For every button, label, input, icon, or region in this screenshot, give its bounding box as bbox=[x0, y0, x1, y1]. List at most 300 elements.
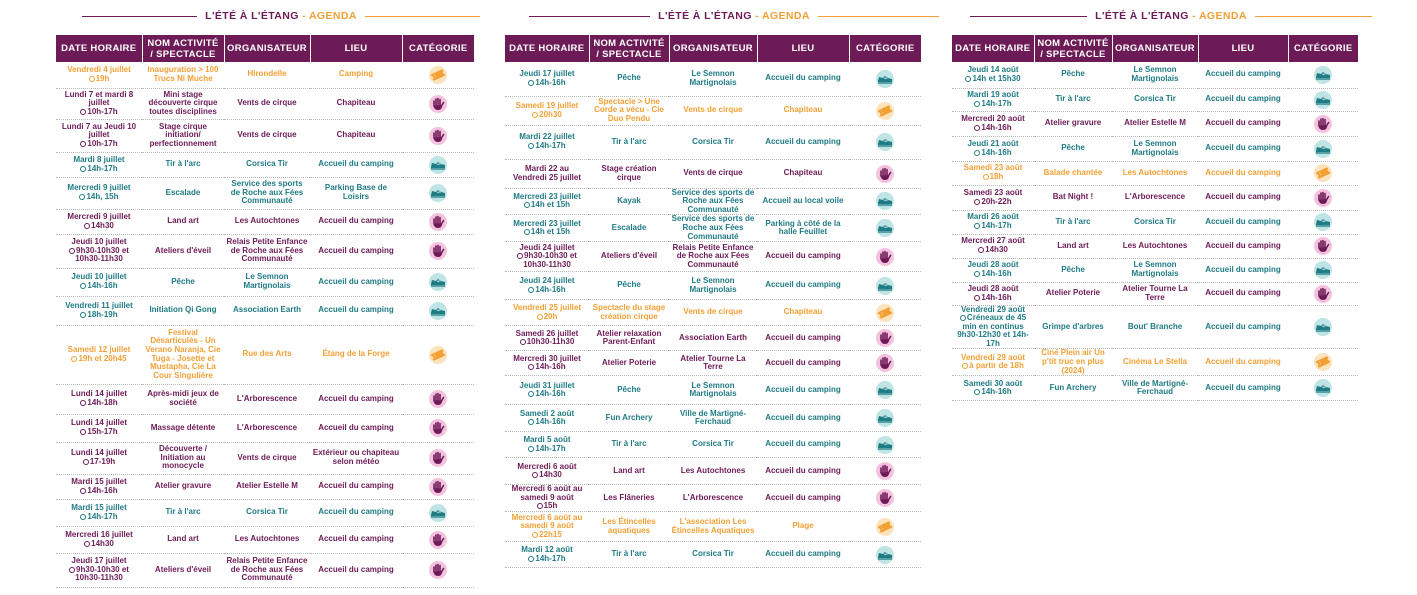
event-time-text: 14h-16h bbox=[535, 77, 566, 87]
event-activity: Découverte / Initiation au monocycle bbox=[142, 442, 224, 474]
divider bbox=[365, 16, 480, 17]
clock-icon bbox=[537, 503, 543, 509]
event-time-text: 14h-18h bbox=[87, 398, 118, 407]
hand-icon bbox=[875, 164, 895, 184]
event-time bbox=[507, 390, 587, 399]
event-time-text: 14h-16h bbox=[535, 284, 566, 294]
table-row bbox=[952, 210, 1358, 234]
event-place: Accueil du camping bbox=[310, 414, 402, 442]
table-row bbox=[56, 384, 474, 414]
event-time bbox=[954, 222, 1032, 231]
event-date-text: Jeudi 31 juillet bbox=[519, 380, 575, 390]
table-row bbox=[952, 62, 1358, 88]
event-time bbox=[954, 124, 1032, 133]
clock-icon bbox=[532, 472, 538, 478]
event-activity: Ciné Plein air Un p'tit truc en plus (2024) bbox=[1034, 349, 1112, 376]
event-date bbox=[56, 268, 142, 296]
event-time bbox=[507, 111, 587, 120]
event-place: Accueil du camping bbox=[310, 296, 402, 325]
event-place: Accueil du camping bbox=[757, 405, 849, 432]
hand-icon bbox=[428, 448, 448, 468]
event-category bbox=[402, 152, 474, 177]
event-time-text: 14h-16h bbox=[981, 292, 1012, 302]
event-place: Accueil du camping bbox=[310, 499, 402, 526]
event-category bbox=[402, 499, 474, 526]
clock-icon bbox=[528, 556, 534, 562]
event-organizer: Le Semnon Martignolais bbox=[1112, 62, 1198, 88]
shoe-icon bbox=[875, 69, 895, 89]
event-time-text: 17-19h bbox=[89, 457, 116, 466]
event-place: Accueil du camping bbox=[757, 485, 849, 512]
event-organizer: Relais Petite Enfance de Roche aux Fées Communauté bbox=[224, 553, 310, 587]
event-date bbox=[505, 62, 589, 96]
event-place: Accueil du camping bbox=[757, 326, 849, 351]
event-activity: Tir à l'arc bbox=[1034, 88, 1112, 111]
event-category bbox=[849, 432, 921, 458]
clock-icon bbox=[974, 295, 980, 301]
event-date bbox=[505, 458, 589, 485]
event-place: Accueil du camping bbox=[757, 542, 849, 568]
event-activity: Land art bbox=[142, 209, 224, 234]
event-organizer: Corsica Tir bbox=[224, 499, 310, 526]
event-time bbox=[507, 363, 587, 372]
ticket-icon bbox=[875, 517, 895, 537]
event-time-text: 22h15 bbox=[539, 529, 562, 539]
event-time-text: 14h et 15h bbox=[530, 227, 571, 237]
event-activity: Spectacle du stage création cirque bbox=[589, 300, 669, 326]
event-category bbox=[849, 62, 921, 96]
event-place: Accueil du camping bbox=[1198, 305, 1288, 349]
event-place: Accueil du camping bbox=[1198, 376, 1288, 401]
table-row bbox=[56, 119, 474, 152]
table-row bbox=[56, 152, 474, 177]
clock-icon bbox=[532, 112, 538, 118]
clock-icon bbox=[528, 143, 534, 149]
event-date bbox=[56, 88, 142, 119]
event-time bbox=[954, 388, 1032, 397]
event-date-text: Lundi 14 juillet bbox=[70, 418, 127, 428]
event-category bbox=[1288, 88, 1358, 111]
ticket-icon bbox=[428, 345, 448, 365]
table-row bbox=[952, 376, 1358, 401]
event-place: Accueil du camping bbox=[1198, 111, 1288, 136]
event-activity: Inauguration > 100 Trucs Ni Muche bbox=[142, 62, 224, 88]
clock-icon bbox=[524, 202, 530, 208]
column-header-category: CATÉGORIE bbox=[849, 35, 921, 62]
event-time bbox=[954, 75, 1032, 84]
event-place: Accueil du camping bbox=[757, 376, 849, 405]
event-place: Accueil du camping bbox=[1198, 258, 1288, 282]
event-time bbox=[507, 502, 587, 511]
clock-icon bbox=[965, 76, 971, 82]
event-organizer: Relais Petite Enfance de Roche aux Fées Communauté bbox=[669, 242, 757, 272]
clock-icon bbox=[974, 271, 980, 277]
event-date bbox=[505, 125, 589, 159]
clock-icon bbox=[69, 567, 75, 573]
clock-icon bbox=[517, 253, 523, 259]
agenda-table bbox=[505, 35, 921, 568]
event-organizer: Atelier Estelle M bbox=[1112, 111, 1198, 136]
clock-icon bbox=[528, 419, 534, 425]
hand-icon bbox=[1313, 284, 1333, 304]
shoe-icon bbox=[875, 545, 895, 565]
shoe-icon bbox=[1313, 139, 1333, 159]
table-row bbox=[505, 542, 921, 568]
table-header-row bbox=[952, 35, 1358, 62]
event-date-text: Vendredi 25 juillet bbox=[512, 303, 582, 313]
event-organizer: Hirondelle bbox=[224, 62, 310, 88]
shoe-icon bbox=[1313, 90, 1333, 110]
event-date-text: Jeudi 17 juillet bbox=[71, 556, 127, 566]
table-row bbox=[952, 349, 1358, 376]
event-activity: Atelier relaxation Parent-Enfant bbox=[589, 326, 669, 351]
event-organizer: Association Earth bbox=[224, 296, 310, 325]
event-date bbox=[505, 159, 589, 188]
event-organizer: Les Autochtones bbox=[224, 209, 310, 234]
event-category bbox=[849, 376, 921, 405]
event-time bbox=[507, 313, 587, 322]
event-category bbox=[849, 326, 921, 351]
event-time bbox=[507, 252, 587, 269]
event-date bbox=[56, 442, 142, 474]
event-place: Camping bbox=[310, 62, 402, 88]
shoe-icon bbox=[875, 380, 895, 400]
shoe-icon bbox=[875, 276, 895, 296]
table-row bbox=[952, 185, 1358, 210]
event-place: Accueil du camping bbox=[1198, 88, 1288, 111]
event-category bbox=[1288, 234, 1358, 258]
clock-icon bbox=[974, 199, 980, 205]
event-activity: Land art bbox=[589, 458, 669, 485]
event-date bbox=[56, 325, 142, 384]
shoe-icon bbox=[875, 408, 895, 428]
event-activity: Balade chantée bbox=[1034, 161, 1112, 185]
event-time-text: 10h-17h bbox=[87, 138, 118, 148]
clock-icon bbox=[80, 283, 86, 289]
column-header-activity: NOM ACTIVITÉ / SPECTACLE bbox=[1034, 35, 1112, 62]
event-time bbox=[507, 201, 587, 210]
hand-icon bbox=[1313, 236, 1333, 256]
event-date bbox=[56, 152, 142, 177]
table-row bbox=[505, 326, 921, 351]
event-organizer: Les Autochtones bbox=[669, 458, 757, 485]
event-date-text: Mardi 22 juillet bbox=[519, 132, 575, 142]
event-date-text: Jeudi 17 juillet bbox=[519, 69, 575, 79]
event-date-text: Mercredi 23 juillet bbox=[513, 218, 581, 228]
event-category bbox=[849, 405, 921, 432]
event-activity: Après-midi jeux de société bbox=[142, 384, 224, 414]
event-date bbox=[56, 384, 142, 414]
event-time-text: 20h30 bbox=[539, 109, 562, 119]
event-category bbox=[1288, 258, 1358, 282]
event-activity: Atelier Poterie bbox=[1034, 282, 1112, 305]
event-place: Accueil du camping bbox=[757, 351, 849, 376]
column-header-activity: NOM ACTIVITÉ / SPECTACLE bbox=[142, 35, 224, 62]
event-date-text: Mardi 26 août bbox=[967, 212, 1019, 222]
event-place: Chapiteau bbox=[757, 96, 849, 125]
event-place: Accueil du camping bbox=[310, 152, 402, 177]
event-time-text: 14h-17h bbox=[535, 141, 566, 150]
table-row bbox=[952, 282, 1358, 305]
event-category bbox=[402, 442, 474, 474]
event-place: Accueil du camping bbox=[757, 62, 849, 96]
event-organizer: Corsica Tir bbox=[1112, 210, 1198, 234]
event-date-text: Mercredi 6 août au samedi 9 août bbox=[511, 484, 583, 502]
event-date-text: Mercredi 27 août bbox=[961, 236, 1025, 246]
event-date-text: Lundi 7 et mardi 8 juillet bbox=[64, 89, 134, 108]
event-activity: Tir à l'arc bbox=[142, 499, 224, 526]
event-time bbox=[507, 531, 587, 540]
event-date bbox=[952, 210, 1034, 234]
column-header-date: DATE HORAIRE bbox=[505, 35, 589, 62]
table-row bbox=[505, 215, 921, 242]
shoe-icon bbox=[1313, 317, 1333, 337]
event-activity: Pêche bbox=[1034, 136, 1112, 161]
event-activity: Atelier gravure bbox=[142, 474, 224, 499]
event-date-text: Samedi 23 août bbox=[963, 187, 1023, 197]
event-date-text: Vendredi 29 août bbox=[960, 352, 1026, 362]
event-time-text: 14h-16h bbox=[535, 417, 566, 427]
event-date bbox=[952, 111, 1034, 136]
event-time-text: 14h, 15h bbox=[86, 192, 119, 201]
event-place: Accueil du camping bbox=[757, 242, 849, 272]
clock-icon bbox=[974, 125, 980, 131]
agenda-header bbox=[970, 9, 1372, 23]
event-time-text: 14h30 bbox=[539, 470, 562, 480]
table-header-row bbox=[505, 35, 921, 62]
clock-icon bbox=[974, 389, 980, 395]
table-row bbox=[505, 485, 921, 512]
event-time bbox=[58, 566, 140, 583]
event-date-text: Jeudi 24 juillet bbox=[519, 276, 575, 286]
hand-icon bbox=[875, 488, 895, 508]
clock-icon bbox=[532, 532, 538, 538]
event-time bbox=[58, 399, 140, 408]
table-row bbox=[56, 234, 474, 268]
event-organizer: Vents de cirque bbox=[224, 88, 310, 119]
event-date-text: Samedi 30 août bbox=[963, 378, 1023, 388]
event-category bbox=[849, 159, 921, 188]
column-header-place: LIEU bbox=[1198, 35, 1288, 62]
hand-icon bbox=[875, 353, 895, 373]
event-date-text: Jeudi 24 juillet bbox=[519, 242, 575, 252]
event-place: Plage bbox=[757, 512, 849, 542]
event-time-text: 14h30 bbox=[91, 538, 114, 548]
event-organizer: Les Autochtones bbox=[1112, 234, 1198, 258]
event-activity: Land art bbox=[142, 526, 224, 553]
event-category bbox=[402, 296, 474, 325]
event-date-text: Mardi 22 au Vendredi 25 juillet bbox=[512, 163, 582, 182]
event-place: Chapiteau bbox=[310, 119, 402, 152]
event-activity: Spectacle > Une Corde a vécu - Cie Duo Pendu bbox=[589, 96, 669, 125]
column-header-date: DATE HORAIRE bbox=[56, 35, 142, 62]
event-date bbox=[505, 272, 589, 300]
event-place: Accueil du camping bbox=[310, 474, 402, 499]
clock-icon bbox=[528, 364, 534, 370]
event-date bbox=[952, 62, 1034, 88]
event-activity: Les Étincelles aquatiques bbox=[589, 512, 669, 542]
event-place: Accueil du camping bbox=[1198, 161, 1288, 185]
event-date-text: Lundi 14 juillet bbox=[70, 448, 127, 458]
event-time bbox=[507, 338, 587, 347]
event-date-text: Samedi 23 août bbox=[963, 163, 1023, 173]
event-date-text: Jeudi 10 juillet bbox=[71, 237, 127, 247]
event-time-text: 9h30-10h30 et 10h30-11h30 bbox=[75, 564, 129, 583]
shoe-icon bbox=[1313, 65, 1333, 85]
event-organizer: Relais Petite Enfance de Roche aux Fées Communauté bbox=[224, 234, 310, 268]
event-time bbox=[507, 445, 587, 454]
event-organizer: Vents de cirque bbox=[669, 159, 757, 188]
clock-icon bbox=[79, 194, 85, 200]
event-activity: Kayak bbox=[589, 188, 669, 215]
event-place: Extérieur ou chapiteau selon météo bbox=[310, 442, 402, 474]
event-category bbox=[1288, 305, 1358, 349]
clock-icon bbox=[537, 314, 543, 320]
event-date bbox=[505, 405, 589, 432]
event-organizer: Corsica Tir bbox=[224, 152, 310, 177]
event-place: Parking Base de Loisirs bbox=[310, 177, 402, 209]
event-time bbox=[58, 247, 140, 264]
event-organizer: Le Semnon Martignolais bbox=[669, 62, 757, 96]
event-category bbox=[1288, 62, 1358, 88]
event-date bbox=[505, 188, 589, 215]
table-row bbox=[56, 296, 474, 325]
event-time-text: Créneaux de 45 min en continus 9h30-12h30 et 14h-17h bbox=[957, 313, 1029, 348]
event-organizer: Bout' Branche bbox=[1112, 305, 1198, 349]
table-row bbox=[505, 512, 921, 542]
event-date bbox=[952, 376, 1034, 401]
event-activity: Grimpe d'arbres bbox=[1034, 305, 1112, 349]
event-category bbox=[1288, 210, 1358, 234]
event-date bbox=[952, 161, 1034, 185]
hand-icon bbox=[1313, 114, 1333, 134]
column-header-category: CATÉGORIE bbox=[1288, 35, 1358, 62]
event-organizer: Le Semnon Martignolais bbox=[669, 376, 757, 405]
event-category bbox=[402, 526, 474, 553]
event-place: Accueil du camping bbox=[757, 125, 849, 159]
event-organizer: Corsica Tir bbox=[669, 542, 757, 568]
event-time bbox=[507, 418, 587, 427]
event-time bbox=[58, 193, 140, 202]
event-time bbox=[954, 100, 1032, 109]
event-date-text: Jeudi 28 août bbox=[967, 283, 1019, 293]
event-category bbox=[1288, 349, 1358, 376]
event-activity: Escalade bbox=[142, 177, 224, 209]
event-activity: Atelier Poterie bbox=[589, 351, 669, 376]
event-organizer: Service des sports de Roche aux Fées Communauté bbox=[224, 177, 310, 209]
event-activity: Ateliers d'éveil bbox=[142, 234, 224, 268]
table-row bbox=[505, 188, 921, 215]
event-time-text: 14h et 15h bbox=[530, 200, 571, 210]
event-activity: Pêche bbox=[589, 376, 669, 405]
event-place: Accueil au local voile bbox=[757, 188, 849, 215]
table-row bbox=[505, 272, 921, 300]
divider bbox=[970, 16, 1087, 17]
event-activity: Tir à l'arc bbox=[589, 542, 669, 568]
event-date bbox=[56, 209, 142, 234]
event-time-text: 15h-17h bbox=[87, 427, 118, 436]
event-date-text: Samedi 2 août bbox=[519, 408, 575, 418]
event-activity: Escalade bbox=[589, 215, 669, 242]
event-place: Accueil du camping bbox=[757, 458, 849, 485]
event-activity: Land art bbox=[1034, 234, 1112, 258]
table-row bbox=[56, 442, 474, 474]
table-row bbox=[952, 161, 1358, 185]
event-date bbox=[952, 349, 1034, 376]
event-time-text: 19h bbox=[95, 73, 110, 83]
table-row bbox=[56, 88, 474, 119]
event-activity: Bat Night ! bbox=[1034, 185, 1112, 210]
event-time-text: 14h30 bbox=[91, 220, 114, 230]
event-time-text: 18h-19h bbox=[87, 309, 118, 319]
event-time-text: 14h-16h bbox=[535, 389, 566, 399]
event-organizer: Vents de cirque bbox=[669, 96, 757, 125]
table-row bbox=[56, 325, 474, 384]
event-time-text: 14h-17h bbox=[535, 443, 566, 453]
event-date-text: Mercredi 6 août au samedi 9 août bbox=[511, 512, 583, 531]
divider bbox=[82, 16, 197, 17]
event-activity: Pêche bbox=[589, 62, 669, 96]
event-category bbox=[1288, 376, 1358, 401]
column-header-organizer: ORGANISATEUR bbox=[1112, 35, 1198, 62]
divider bbox=[529, 16, 650, 17]
event-date-text: Mardi 5 août bbox=[523, 435, 571, 445]
event-category bbox=[402, 234, 474, 268]
clock-icon bbox=[528, 446, 534, 452]
shoe-icon bbox=[875, 132, 895, 152]
hand-icon bbox=[428, 94, 448, 114]
event-time bbox=[58, 282, 140, 291]
event-time-text: 9h30-10h30 et 10h30-11h30 bbox=[523, 251, 577, 270]
event-time bbox=[507, 471, 587, 480]
clock-icon bbox=[89, 76, 95, 82]
event-time bbox=[954, 198, 1032, 207]
column-header-place: LIEU bbox=[310, 35, 402, 62]
event-date bbox=[505, 485, 589, 512]
event-organizer: Vents de cirque bbox=[669, 300, 757, 326]
event-date-text: Mercredi 30 juillet bbox=[513, 353, 581, 363]
event-organizer: Le Semnon Martignolais bbox=[224, 268, 310, 296]
event-time bbox=[507, 142, 587, 151]
event-date bbox=[56, 234, 142, 268]
event-category bbox=[849, 188, 921, 215]
clock-icon bbox=[80, 429, 86, 435]
table-row bbox=[505, 376, 921, 405]
hand-icon bbox=[428, 560, 448, 580]
event-category bbox=[1288, 282, 1358, 305]
event-date bbox=[505, 351, 589, 376]
event-time-text: 14h-17h bbox=[981, 98, 1012, 108]
event-time-text: 10h30-11h30 bbox=[526, 337, 575, 347]
event-date bbox=[56, 499, 142, 526]
clock-icon bbox=[69, 248, 75, 254]
event-activity: Tir à l'arc bbox=[589, 125, 669, 159]
divider bbox=[1255, 16, 1372, 17]
event-time bbox=[58, 513, 140, 522]
event-organizer: L'Arborescence bbox=[224, 384, 310, 414]
agenda-table bbox=[952, 35, 1358, 401]
event-date bbox=[56, 62, 142, 88]
header-title: L'ÉTÉ À L'ÉTANG - AGENDA bbox=[658, 10, 810, 22]
event-date bbox=[56, 526, 142, 553]
event-date bbox=[505, 242, 589, 272]
clock-icon bbox=[80, 488, 86, 494]
table-row bbox=[505, 351, 921, 376]
event-time bbox=[507, 555, 587, 564]
event-organizer: Service des sports de Roche aux Fées Communauté bbox=[669, 215, 757, 242]
event-category bbox=[1288, 136, 1358, 161]
event-category bbox=[402, 325, 474, 384]
